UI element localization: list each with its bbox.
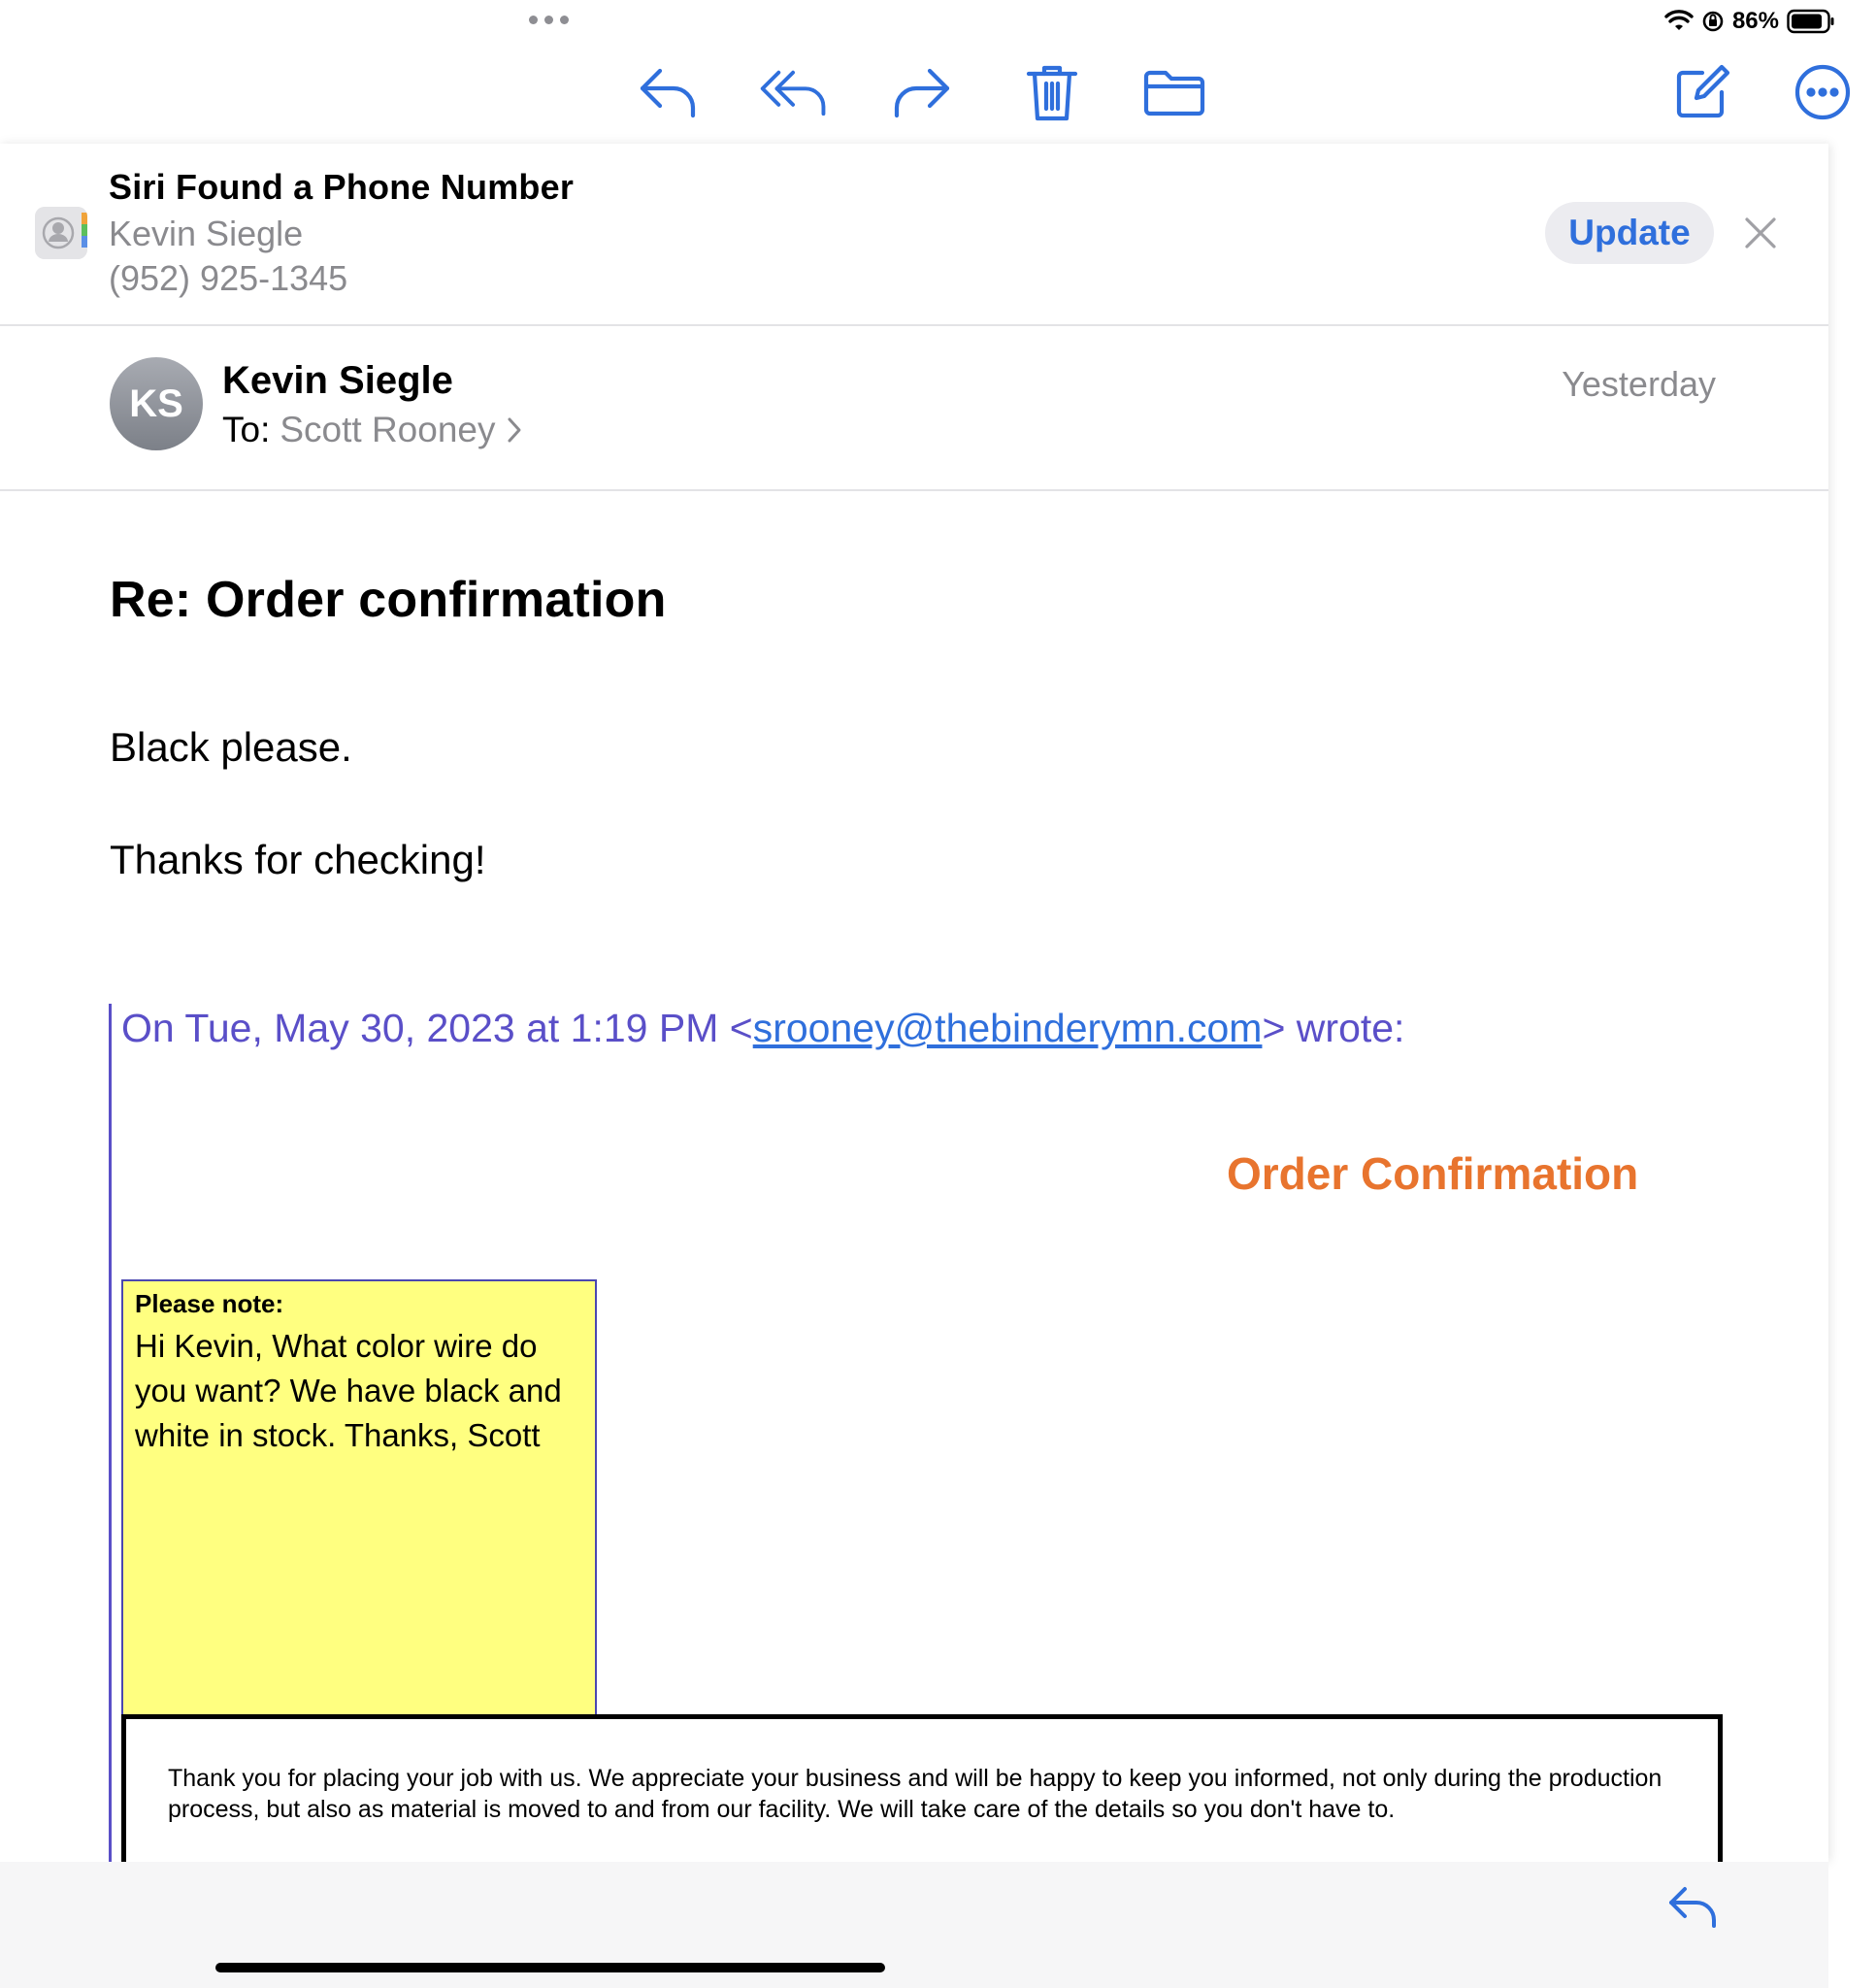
suggested-contact-name: Kevin Siegle	[109, 214, 304, 253]
siri-suggestion-title: Siri Found a Phone Number	[109, 167, 575, 207]
header-divider	[0, 489, 1828, 491]
thank-you-text: Thank you for placing your job with us. We appreciate your business and will be happy to keep you informed, not only during the production process, but also as material is moved to and from our facility. We will take care of the details so you don't have to.	[168, 1765, 1662, 1823]
chevron-right-icon	[506, 415, 523, 445]
quote-email-link[interactable]: srooney@thebinderymn.com	[752, 1006, 1263, 1050]
sender-avatar[interactable]: KS	[110, 357, 203, 450]
quote-header-suffix: > wrote:	[1262, 1006, 1405, 1050]
suggested-phone-number: (952) 925-1345	[109, 258, 348, 298]
recipient-name[interactable]: Scott Rooney	[280, 410, 496, 449]
forward-icon[interactable]	[887, 60, 957, 124]
quote-header-prefix: On Tue, May 30, 2023 at 1:19 PM <	[121, 1006, 753, 1050]
contacts-app-icon	[35, 207, 87, 259]
message-date: Yesterday	[1562, 364, 1716, 404]
body-line: Black please.	[110, 724, 352, 770]
battery-percent: 86%	[1731, 8, 1779, 34]
multitasking-dots[interactable]	[529, 16, 569, 24]
more-icon[interactable]	[1788, 60, 1858, 124]
note-text: Hi Kevin, What color wire do you want? We have black and white in stock. Thanks, Scott	[135, 1328, 562, 1453]
orientation-lock-icon	[1701, 10, 1725, 33]
quote-header	[121, 1006, 1404, 1051]
update-contact-button[interactable]: Update	[1545, 202, 1714, 264]
folder-icon[interactable]	[1139, 60, 1209, 124]
to-label: To:	[222, 410, 271, 449]
quote-bar	[109, 1004, 112, 1862]
status-bar	[1664, 8, 1835, 35]
wifi-icon	[1664, 10, 1694, 33]
close-icon[interactable]	[1743, 215, 1778, 250]
body-line: Thanks for checking!	[110, 837, 486, 882]
reply-all-icon[interactable]	[759, 60, 829, 124]
battery-icon	[1787, 9, 1835, 34]
trash-icon[interactable]	[1017, 60, 1087, 124]
recipients-line[interactable]	[222, 410, 523, 450]
home-indicator[interactable]	[215, 1963, 885, 1972]
compose-icon[interactable]	[1667, 60, 1737, 124]
message-subject: Re: Order confirmation	[110, 572, 667, 628]
note-label: Please note:	[135, 1289, 284, 1318]
reply-icon[interactable]	[633, 60, 703, 124]
order-confirmation-title: Order Confirmation	[1227, 1148, 1639, 1199]
sender-name[interactable]: Kevin Siegle	[222, 359, 453, 402]
reply-icon[interactable]	[1665, 1883, 1724, 1938]
